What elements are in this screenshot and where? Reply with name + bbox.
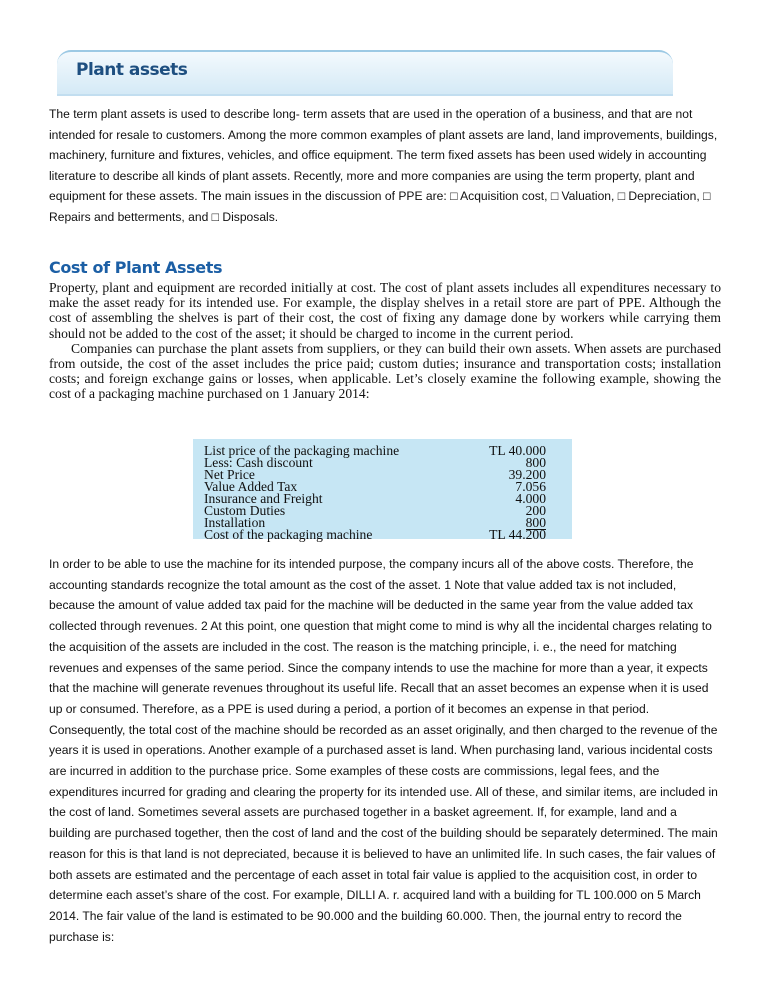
cost-value: 39.200 xyxy=(508,467,546,482)
cost-label: Net Price xyxy=(204,467,255,482)
cost-value: 4.000 xyxy=(515,491,546,506)
cost-label: Insurance and Freight xyxy=(204,491,323,506)
cost-value: TL 40.000 xyxy=(489,443,546,458)
cost-value: TL 44.200 xyxy=(489,527,546,542)
cost-paragraph-2: Companies can purchase the plant assets from suppliers, or they can build their own assets. When assets are purchased from outside, the cost of the asset includes the price paid; custom duties; insurance and transportation costs; installation costs; and foreign exchange gains or losses, when applicable. Let’s closely examine the following example, showing the cost of a packaging machine purchased on 1 January 2014: xyxy=(49,340,721,402)
intro-paragraph: The term plant assets is used to describe long- term assets that are used in the operation of a business, and that are not intended for resale to customers. Among the more common examples of plant assets are land, land improvements, buildings, machinery, furniture and fixtures, vehicles, and office equipment. The term fixed assets has been used widely in accounting literature to describe all kinds of plant assets. Recently, more and more companies are using the term property, plant and equipment for these assets. The main issues in the discussion of PPE are: □ Acquisition cost, □ Valuation, □ Depreciation, □ Repairs and betterments, and □ Disposals. xyxy=(49,107,718,224)
cost-value: 200 xyxy=(525,503,546,518)
cost-label: Installation xyxy=(204,515,266,530)
body-paragraph: In order to be able to use the machine for its intended purpose, the company incurs all of the above costs. Therefore, the accounting standards recognize the total amount as the cost of the asset. 1 Note that value added tax is not included, because the amount of value added tax paid for the machine will be deducted in the same year from the value added tax collected through revenues. 2 At this point, one question that might come to mind is why all the incidental charges relating to the acquisition of the assets are included in the cost. The reason is the matching principle, i. e., the need for matching revenues and expenses of the same period. Since the company intends to use the machine for more than a year, it expects that the machine will generate revenues throughout its useful life. Recall that an asset becomes an expense when it is used up or consumed. Therefore, as a PPE is used during a period, a portion of it becomes an expense in that period. Consequently, the total cost of the machine should be recorded as an asset originally, and then charged to the revenue of the years it is used in operations. Another example of a purchased asset is land. When purchasing land, various incidental costs are incurred in addition to the purchase price. Some examples of these costs are commissions, legal fees, and the expenditures incurred for grading and clearing the property for its intended use. All of these, and similar items, are included in the cost of land. Sometimes several assets are purchased together in a basket agreement. If, for example, land and a building are purchased together, then the cost of land and the cost of the building should be separately determined. The main reason for this is that land is not depreciated, because it is believed to have an unlimited life. In such cases, the fair values of both assets are estimated and the percentage of each asset in total fair value is applied to the acquisition cost, in order to determine each asset’s share of the cost. For example, DILLI A. r. acquired land with a building for TL 100.000 on 5 March 2014. The fair value of the land is estimated to be 90.000 and the building 60.000. Then, the journal entry to record the purchase is: xyxy=(49,557,718,944)
cost-of-plant-assets-section xyxy=(49,258,721,402)
cost-value: 800 xyxy=(525,455,546,470)
cost-label: List price of the packaging machine xyxy=(204,443,400,458)
section-heading: Cost of Plant Assets xyxy=(49,258,223,277)
banner-title: Plant assets xyxy=(76,60,188,80)
cost-label: Custom Duties xyxy=(204,503,286,518)
cost-value: 7.056 xyxy=(515,479,546,494)
cost-paragraph-1: Property, plant and equipment are recorded initially at cost. The cost of plant assets includes all expenditures necessary to make the asset ready for its intended use. For example, the display shelves in a retail store are part of PPE. Although the cost of assembling the shelves is part of their cost, the cost of fixing any damage done by workers while carrying them should not be added to the cost of the asset; it should be charged to income in the current period. xyxy=(49,280,721,341)
cost-total-row xyxy=(204,528,546,542)
cost-label: Cost of the packaging machine xyxy=(204,527,373,542)
cost-value: 800 xyxy=(525,515,546,530)
cost-label: Value Added Tax xyxy=(204,479,298,494)
cost-label: Less: Cash discount xyxy=(204,455,313,470)
cost-table xyxy=(193,439,572,542)
section-banner xyxy=(57,50,673,96)
